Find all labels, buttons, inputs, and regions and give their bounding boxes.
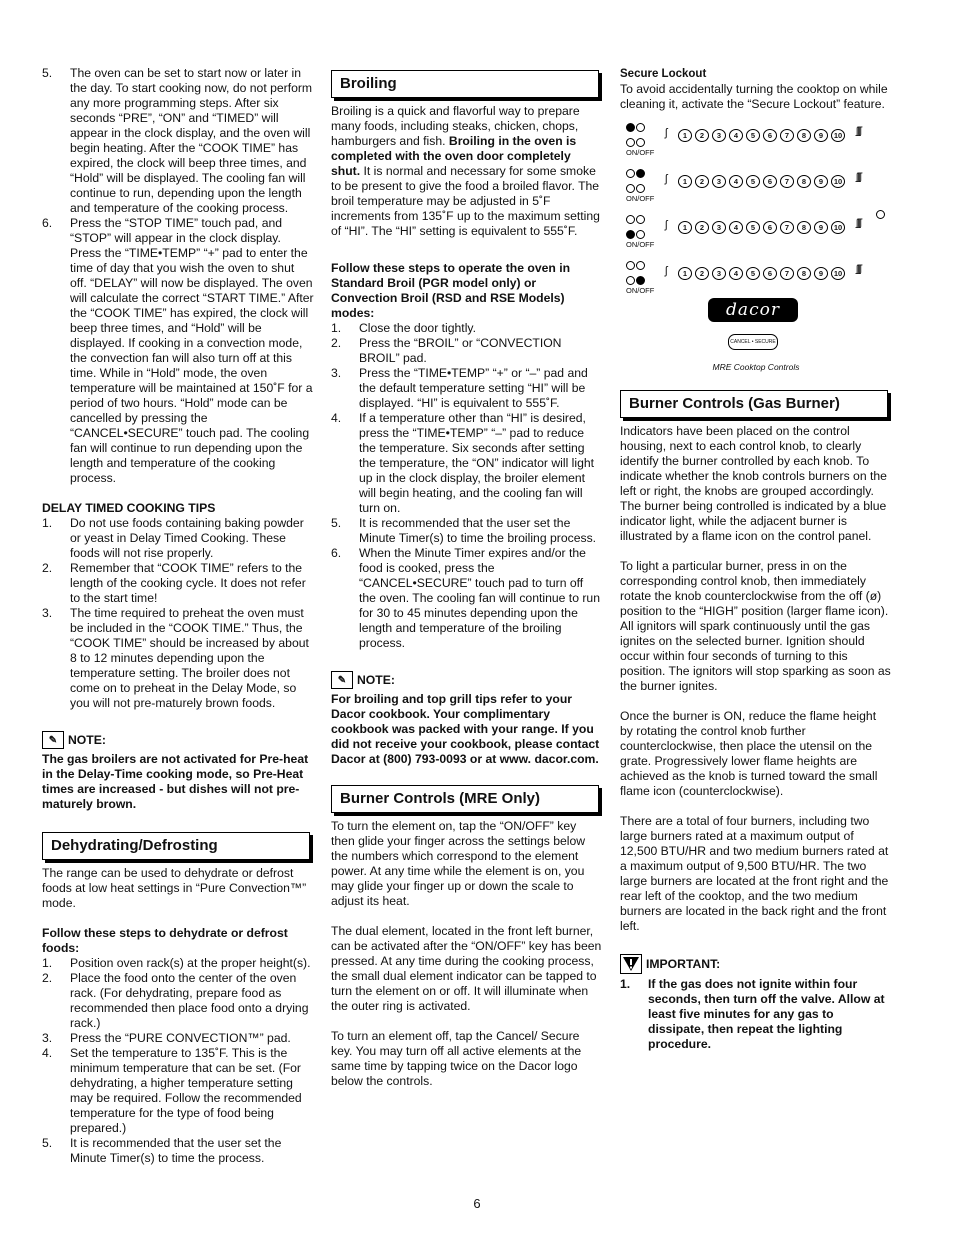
section-heading-gas: Burner Controls (Gas Burner)	[620, 390, 888, 418]
dacor-logo[interactable]: dacor	[708, 298, 798, 322]
section-heading-broiling: Broiling	[331, 70, 599, 98]
section-heading-dehydrating: Dehydrating/Defrosting	[42, 832, 310, 860]
gas-paragraph: Indicators have been placed on the control housing, next to each control knob, to clearly identify the burner controlled by each knob. To indicate whether the knob controls burners on the left or right, the knobs are grouped accordingly. The burner being controlled is indicated by a blue indicator light, while the adjacent burner is illustrated by a flame icon on the control panel.	[620, 424, 887, 543]
large-flame-icon: ʃʃʃʃ	[856, 172, 861, 183]
gas-paragraph: To light a particular burner, press in on the corresponding control knob, then immediately rotate the knob counterclockwise from the off (ø) position to the “HIGH” position (larger flame icon). All ignitors will spark continuously until the gas ignites on the selected burner. Ignition should occur within four seconds of turning to this position. The ignitors will stop sparking as soon as the burner ignites.	[620, 559, 891, 693]
list-item: 3. Press the “TIME•TEMP” “+” or “–” pad and the default temperature setting “HI” will be displayed. “HI” is equivalent to 555˚F.	[331, 366, 588, 410]
list-item: 2. Remember that “COOK TIME” refers to the length of the cooking cycle. It does not refer to the start time!	[42, 561, 306, 605]
control-row	[620, 166, 892, 212]
section-heading-mre: Burner Controls (MRE Only)	[331, 785, 599, 813]
note-text: For broiling and top grill tips refer to your Dacor cookbook. Your complimentary cookbook was packed with your range. If you did not receive your cookbook, please contact Dacor at (800) 793-0093 or at www. dacor.com.	[331, 692, 600, 766]
onoff-key[interactable]: ON/OFF	[626, 286, 655, 295]
column-right	[620, 67, 892, 1052]
gas-paragraph: Once the burner is ON, reduce the flame height by rotating the control knob further counterclockwise, then place the utensil on the grate. Progressively lower flame heights are achieved as the knob is turned toward the small flame icon (counterclockwise).	[620, 709, 878, 798]
dehydrate-steps-list	[42, 956, 314, 1166]
important-heading: IMPORTANT:	[620, 954, 892, 974]
control-row	[620, 212, 892, 258]
small-flame-icon: ʃ	[665, 173, 668, 185]
power-scale[interactable]: 1 2 3 4 5 6 7 8 9 10	[678, 267, 848, 280]
list-item: 3. Press the “PURE CONVECTION™” pad.	[42, 1031, 291, 1045]
onoff-key[interactable]: ON/OFF	[626, 194, 655, 203]
mre-paragraph: To turn an element off, tap the Cancel/ Secure key. You may turn off all active elements at the same time by tapping twice on the Dacor logo below the controls.	[331, 1029, 582, 1088]
secure-lockout-text: To avoid accidentally turning the cooktop on while cleaning it, activate the “Secure Lockout” feature.	[620, 82, 888, 111]
list-item: 4. If a temperature other than “HI” is desired, press the “TIME•TEMP” “–” pad to reduce the temperature. Six seconds after setting the temperature, the “ON” indicator will light up in the clock display, the broiler element will begin heating, and the cooling fan will turn on.	[331, 411, 595, 515]
page-number: 6	[473, 1196, 481, 1211]
list-item: 1. Close the door tightly.	[331, 321, 476, 335]
small-flame-icon: ʃ	[665, 219, 668, 231]
power-scale[interactable]: 1 2 3 4 5 6 7 8 9 10	[678, 175, 848, 188]
column-middle	[331, 70, 603, 1089]
list-item: 6. When the Minute Timer expires and/or the food is cooked, press the “CANCEL•SECURE” touch pad to turn off the oven. The cooling fan will continue to run for 30 to 45 minutes depending upon the length and temperature of the broiling process.	[331, 546, 600, 650]
broil-steps-title: Follow these steps to operate the oven in Standard Broil (PGR model only) or Convection Broil (RSD and RSE Models) modes:	[331, 261, 571, 320]
list-item: 6. Press the “STOP TIME” touch pad, and “STOP” will appear in the clock display. Press the “TIME•TEMP” “+” pad to enter the time of day that you wish the oven to shut off. “DELAY” will now be displayed. The oven will calculate the correct “START TIME.” After the “COOK TIME” has expired, the clock will beep three times, and “Hold” will be displayed. If cooking in a convection mode, the convection fan will also turn off at this time. While in “Hold” mode, the oven temperature will be maintained at 150˚F for a period of two hours. “Hold” mode can be cancelled by pressing the “CANCEL•SECURE” touch pad. The cooling fan will continue to run depending upon the length and temperature of the cooking process.	[42, 216, 314, 485]
dehydrate-intro: The range can be used to dehydrate or defrost foods at low heat settings in “Pure Convection™” mode.	[42, 866, 307, 910]
list-item: 5. The oven can be set to start now or later in the day. To start cooking now, do not perform any more programming steps. After six seconds “PRE”, “ON” and “TIMED” will appear in the clock display, and the oven will begin heating. After the “COOK TIME” has expired, the clock will beep three times, and “Hold” will be displayed. The cooling fan will continue to run, depending upon the length and temperature of the cooking process.	[42, 66, 313, 215]
gas-paragraph: There are a total of four burners, including two large burners rated at a maximum output of 12,500 BTU/HR and two medium burners rated at a maximum output of 9,500 BTU/HR. The two large burners are located at the front right and the rear left of the cooktop, and the two medium burners are located in the back right and the front left.	[620, 814, 889, 933]
note-icon: ✎	[42, 731, 64, 749]
list-item: 2. Press the “BROIL” or “CONVECTION BROIL” pad.	[331, 336, 562, 365]
small-flame-icon: ʃ	[665, 127, 668, 139]
list-item: 5. It is recommended that the user set the Minute Timer(s) to time the process.	[42, 1136, 282, 1165]
dehydrate-steps-title: Follow these steps to dehydrate or defrost foods:	[42, 926, 288, 955]
cancel-secure-key[interactable]: CANCEL • SECURE	[728, 334, 778, 350]
note-heading: ✎ NOTE:	[331, 671, 603, 689]
note-heading: ✎ NOTE:	[42, 731, 314, 749]
list-item: 5. It is recommended that the user set the Minute Timer(s) to time the broiling process.	[331, 516, 597, 545]
warning-icon	[620, 954, 642, 974]
large-flame-icon: ʃʃʃʃ	[856, 264, 861, 275]
power-scale[interactable]: 1 2 3 4 5 6 7 8 9 10	[678, 221, 848, 234]
onoff-key[interactable]: ON/OFF	[626, 240, 655, 249]
mre-paragraph: The dual element, located in the front left burner, can be activated after the “ON/OFF” key has been pressed. At any time during the cooking process, the small dual element indicator can be tapped to turn the element on or off. It will illuminate when the outer ring is activated.	[331, 924, 602, 1013]
small-flame-icon: ʃ	[665, 265, 668, 277]
control-row	[620, 120, 892, 166]
secure-lockout-title: Secure Lockout	[620, 68, 707, 80]
delay-steps-list	[42, 66, 314, 486]
onoff-key[interactable]: ON/OFF	[626, 148, 655, 157]
mre-cooktop-controls-figure	[620, 120, 892, 372]
tips-list	[42, 516, 314, 711]
list-item: 1. Do not use foods containing baking powder or yeast in Delay Timed Cooking. These foods will not rise properly.	[42, 516, 304, 560]
note-text: The gas broilers are not activated for Pre-heat in the Delay-Time cooking mode, so Pre-Heat times are increased - but dishes will not pre-maturely brown.	[42, 752, 309, 811]
power-scale[interactable]: 1 2 3 4 5 6 7 8 9 10	[678, 129, 848, 142]
broiling-intro: Broiling is a quick and flavorful way to prepare many foods, including steaks, chicken, chops, hamburgers and fish. Broiling in the oven is completed with the oven door completely shut. It is normal and necessary for some smoke to be present to give the food a broiled flavor. The broil temperature may be adjusted in 5˚F increments from 135˚F up to the maximum setting of “HI”. The “HI” setting is equivalent to 555˚F.	[331, 104, 600, 238]
broil-steps-list	[331, 321, 603, 651]
list-item: 2. Place the food onto the center of the oven rack. (For dehydrating, prepare food as recommended then place food onto a drying rack.)	[42, 971, 309, 1030]
list-item: 1. If the gas does not ignite within four seconds, then turn off the valve. Allow at least five minutes for any gas to dissipate, then repeat the lighting procedure.	[620, 977, 885, 1051]
tips-title: DELAY TIMED COOKING TIPS	[42, 501, 216, 515]
note-icon: ✎	[331, 671, 353, 689]
list-item: 1. Position oven rack(s) at the proper height(s).	[42, 956, 311, 970]
list-item: 3. The time required to preheat the oven must be included in the “COOK TIME.” Thus, the “COOK TIME” should be increased by about 8 to 12 minutes depending upon the temperature setting. The broiler does not come on to preheat in the Delay Mode, so you will not pre-maturely brown foods.	[42, 606, 309, 710]
large-flame-icon: ʃʃʃʃ	[856, 126, 861, 137]
column-left	[42, 66, 314, 1166]
mre-paragraph: To turn the element on, tap the “ON/OFF” key then glide your finger across the settings below the numbers which correspond to the element power. At any time while the element is on, you may glide your finger up or down the scale to adjust its heat.	[331, 819, 586, 908]
list-item: 4. Set the temperature to 135˚F. This is the minimum temperature that can be set. (For dehydrating, a higher temperature setting may be required. Follow the recommended temperature for the type of food being prepared.)	[42, 1046, 302, 1135]
figure-caption: MRE Cooktop Controls	[712, 362, 800, 372]
large-flame-icon: ʃʃʃʃ	[856, 218, 861, 229]
dual-element-indicator[interactable]	[876, 210, 885, 219]
important-list	[620, 977, 892, 1052]
